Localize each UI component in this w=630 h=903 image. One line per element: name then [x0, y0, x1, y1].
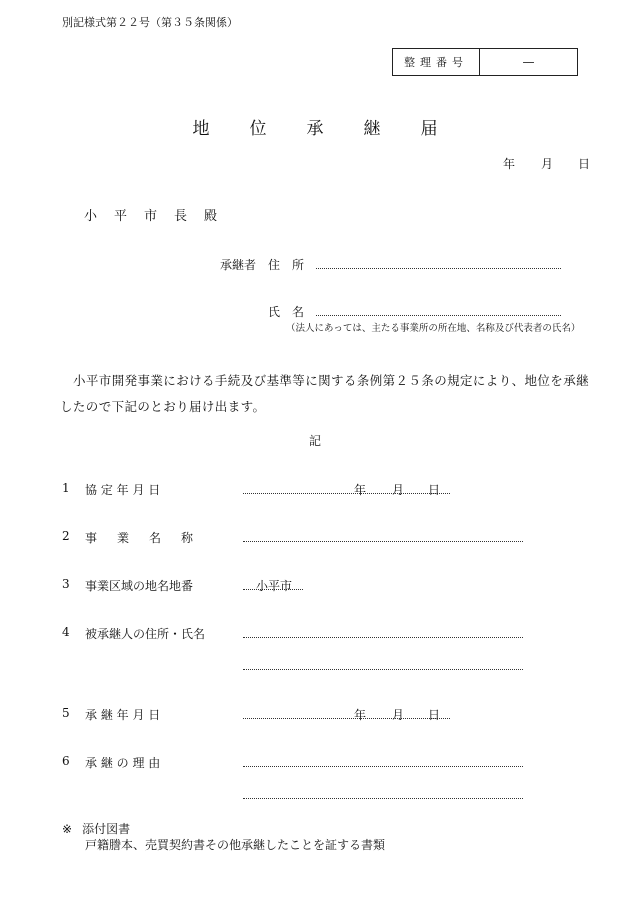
item-label-succession-reason: 承 継 の 理 由 — [85, 756, 161, 770]
item-label-project-name: 事 業 名 称 — [85, 531, 198, 545]
item-number-2: 2 — [62, 529, 70, 543]
item-label-agreement-date: 協 定 年 月 日 — [85, 483, 161, 497]
address-field[interactable] — [316, 268, 561, 269]
attachment-description: 戸籍謄本、売買契約書その他承継したことを証する書類 — [85, 838, 386, 852]
successor-label: 承継者 — [220, 258, 257, 272]
date-month: 月 — [541, 157, 554, 171]
reference-mark-icon: ※ — [62, 822, 73, 836]
reference-number-label: 整理番号 — [393, 49, 480, 75]
project-location-value: 小平市 — [256, 579, 293, 593]
corporate-note: （法人にあっては、主たる事業所の所在地、名称及び代表者の氏名） — [286, 323, 581, 334]
agreement-date-year: 年 — [354, 483, 367, 497]
agreement-date-month: 月 — [392, 483, 405, 497]
reference-number-box — [392, 48, 578, 76]
reference-number-value: — — [522, 55, 535, 69]
succession-date-day: 日 — [428, 708, 441, 722]
item-number-3: 3 — [62, 577, 70, 591]
declaration-text: 小平市開発事業における手続及び基準等に関する条例第２５条の規定により、地位を承継したので下記のとおり届け出ます。 — [60, 373, 590, 414]
item-label-predecessor: 被承継人の住所・氏名 — [85, 627, 206, 641]
addressee: 小平市長殿 — [84, 209, 235, 224]
attachment-title: 添付図書 — [82, 822, 131, 836]
item-number-1: 1 — [62, 481, 70, 495]
address-label: 住 所 — [268, 258, 305, 272]
succession-reason-field-line-2[interactable] — [243, 798, 523, 799]
item-label-project-location: 事業区域の地名地番 — [85, 579, 194, 593]
succession-date-field[interactable] — [243, 718, 450, 719]
agreement-date-day: 日 — [428, 483, 441, 497]
item-number-5: 5 — [62, 706, 70, 720]
attachment-heading — [62, 820, 130, 837]
ki-heading: 記 — [308, 434, 321, 448]
item-number-4: 4 — [62, 625, 70, 639]
name-label: 氏 名 — [268, 305, 305, 319]
name-field[interactable] — [316, 315, 561, 316]
item-label-succession-date: 承 継 年 月 日 — [85, 708, 161, 722]
form-code: 別記様式第２２号（第３５条関係） — [62, 16, 238, 29]
project-name-field[interactable] — [243, 541, 523, 542]
predecessor-field-line-1[interactable] — [243, 637, 523, 638]
document-title: 地位承継届 — [192, 119, 478, 139]
agreement-date-field[interactable] — [243, 493, 450, 494]
date-day: 日 — [578, 157, 591, 171]
date-year: 年 — [503, 157, 516, 171]
predecessor-field-line-2[interactable] — [243, 669, 523, 670]
succession-date-year: 年 — [354, 708, 367, 722]
item-number-6: 6 — [62, 754, 70, 768]
succession-date-month: 月 — [392, 708, 405, 722]
succession-reason-field-line-1[interactable] — [243, 766, 523, 767]
